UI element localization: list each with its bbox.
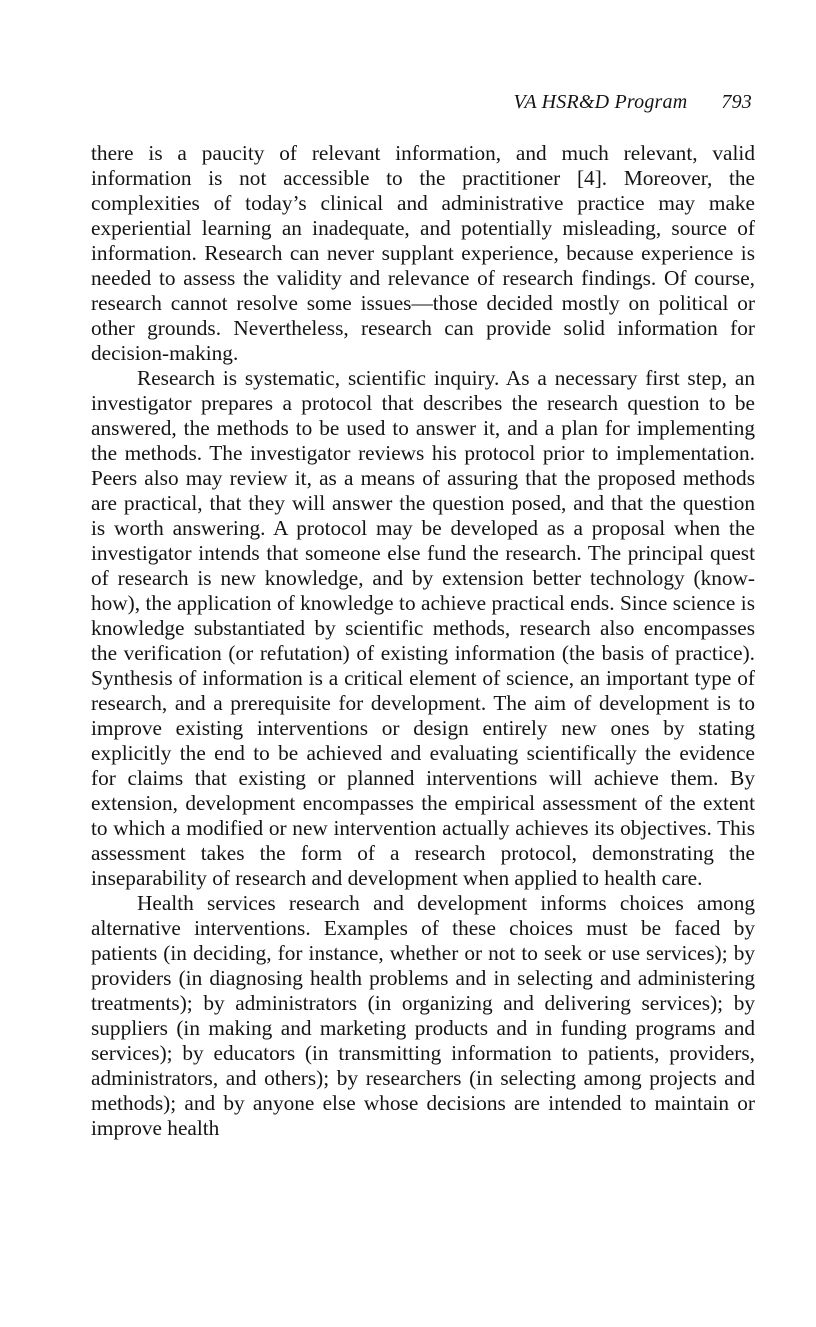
paragraph: Research is systematic, scientific inquiry. As a necessary first step, an investigator prepares a protocol that describes the research question to be answered, the methods to be used to answer it, and a plan for implementing the methods. The investigator reviews his protocol prior to implementation. Peers also may review it, as a means of assuring that the proposed methods are practical, that they will answer the question posed, and that the question is worth answering. A protocol may be developed as a proposal when the investigator intends that someone else fund the research. The principal quest of research is new knowledge, and by extension better technology (know-how), the application of knowledge to achieve practical ends. Since science is knowledge substantiated by scientific methods, research also encompasses the verification (or refutation) of existing information (the basis of practice). Synthesis of information is a critical element of science, an important type of research, and a prerequisite for development. The aim of development is to improve existing interventions or design entirely new ones by stating explicitly the end to be achieved and evaluating scientifically the evidence for claims that existing or planned interventions will achieve them. By extension, development encompasses the empirical assessment of the extent to which a modified or new intervention actually achieves its objectives. This assessment takes the form of a research protocol, demonstrating the inseparability of research and development when applied to health care. xyxy=(91,366,755,890)
paragraph: there is a paucity of relevant information, and much relevant, valid information is not accessible to the practitioner [4]. Moreover, the complexities of today’s clinical and administrative practice may make experiential learning an inadequate, and potentially misleading, source of information. Research can never supplant experience, because experience is needed to assess the validity and relevance of research findings. Of course, research cannot resolve some issues—those decided mostly on political or other grounds. Nevertheless, research can provide solid information for decision-making. xyxy=(91,141,755,365)
body-text xyxy=(91,141,755,1141)
page-number: 793 xyxy=(721,91,752,113)
running-head xyxy=(513,91,752,114)
paragraph: Health services research and development informs choices among alternative interventions. Examples of these choices must be faced by patients (in deciding, for instance, whether or not to seek or use services); by providers (in diagnosing health problems and in selecting and administering treatments); by administrators (in organizing and delivering services); by suppliers (in making and marketing products and in funding programs and services); by educators (in transmitting information to patients, providers, administrators, and others); by researchers (in selecting among projects and methods); and by anyone else whose decisions are intended to maintain or improve health xyxy=(91,891,755,1140)
running-title: VA HSR&D Program xyxy=(513,91,688,113)
